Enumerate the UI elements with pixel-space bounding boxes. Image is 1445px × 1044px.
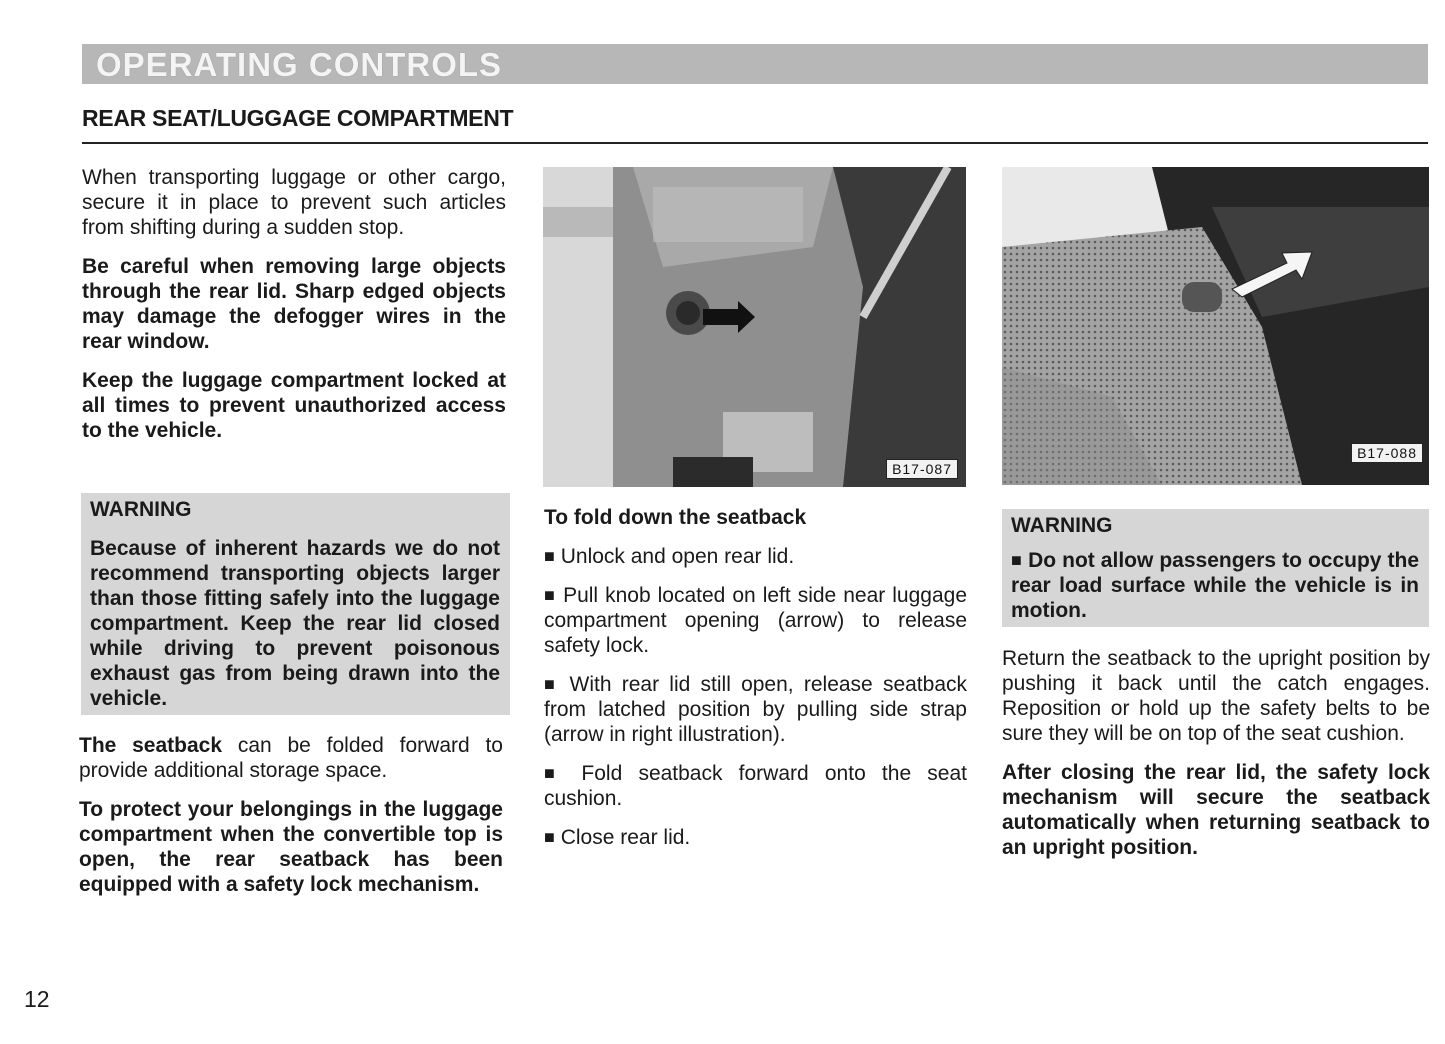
- warning-box-left: [81, 493, 510, 715]
- figure-label-b17-087: B17-087: [886, 459, 958, 479]
- caution-paragraph-1: Be careful when removing large objects through the rear lid. Sharp edged objects may damage the defogger wires in the rear window.: [82, 255, 506, 353]
- seatback-paragraph: [79, 733, 503, 783]
- bullet-square-icon: ■: [544, 763, 566, 783]
- step-5: ■ Close rear lid.: [544, 826, 691, 849]
- left-column: [82, 165, 506, 469]
- seatback-lead: The seatback: [79, 734, 223, 757]
- protect-paragraph: To protect your belongings in the luggage compartment when the convertible top is open, the rear seatback has been equipped with a safety lock mechanism.: [79, 798, 503, 896]
- warning-box-right: [1002, 509, 1429, 627]
- left-column-lower: [79, 733, 503, 911]
- figure-rear-lid-knob: [543, 167, 966, 487]
- step-4: ■ Fold seatback forward onto the seat cushion.: [544, 762, 967, 810]
- step-3: ■ With rear lid still open, release seatback from latched position by pulling side strap (arrow in right illustration).: [544, 673, 968, 746]
- seatback-rest: can be folded forward to provide additional storage space.: [79, 734, 503, 782]
- bullet-square-icon: ■: [544, 827, 555, 847]
- bullet-square-icon: ■: [544, 546, 555, 566]
- fold-heading: To fold down the seatback: [544, 506, 807, 529]
- warning-body: Because of inherent hazards we do not recommend transporting objects larger than those fitting safely into the luggage compartment. Keep the rear lid closed while driving to prevent poisonous exhaust gas from being drawn into the vehicle.: [90, 537, 500, 710]
- figure-label-b17-088: B17-088: [1351, 443, 1423, 463]
- warning-heading-right: WARNING: [1011, 514, 1113, 537]
- bullet-square-icon: ■: [544, 674, 560, 694]
- right-column-text: [1002, 646, 1430, 874]
- page-number: 12: [24, 986, 50, 1012]
- after-closing-paragraph: After closing the rear lid, the safety lock mechanism will secure the seatback automatically when returning seatback to an upright position.: [1002, 761, 1430, 859]
- section-title: OPERATING CONTROLS: [96, 46, 503, 83]
- caution-paragraph-2: Keep the luggage compartment locked at all times to prevent unauthorized access to the vehicle.: [82, 369, 506, 442]
- photo-illustration-strap: [1002, 167, 1429, 485]
- intro-paragraph: When transporting luggage or other cargo, secure it in place to prevent such articles from shifting during a sudden stop.: [82, 166, 506, 239]
- middle-column: [544, 505, 967, 864]
- photo-illustration-knob: [543, 167, 966, 487]
- step-1: ■ Unlock and open rear lid.: [544, 545, 795, 568]
- bullet-square-icon: ■: [1011, 550, 1023, 570]
- bullet-square-icon: ■: [544, 585, 557, 605]
- step-2: ■ Pull knob located on left side near luggage compartment opening (arrow) to release safety lock.: [544, 584, 968, 657]
- warning-body-right: ■ Do not allow passengers to occupy the rear load surface while the vehicle is in motion.: [1011, 549, 1419, 622]
- section-banner: [82, 44, 1428, 84]
- title-rule: [82, 142, 1428, 144]
- page-subtitle: REAR SEAT/LUGGAGE COMPARTMENT: [82, 105, 514, 131]
- warning-heading: WARNING: [90, 498, 192, 521]
- return-paragraph: Return the seatback to the upright position by pushing it back until the catch engages. Reposition or hold up the safety belts to be sure they will be on top of the seat cushion.: [1002, 647, 1430, 745]
- figure-seatback-strap: [1002, 167, 1429, 485]
